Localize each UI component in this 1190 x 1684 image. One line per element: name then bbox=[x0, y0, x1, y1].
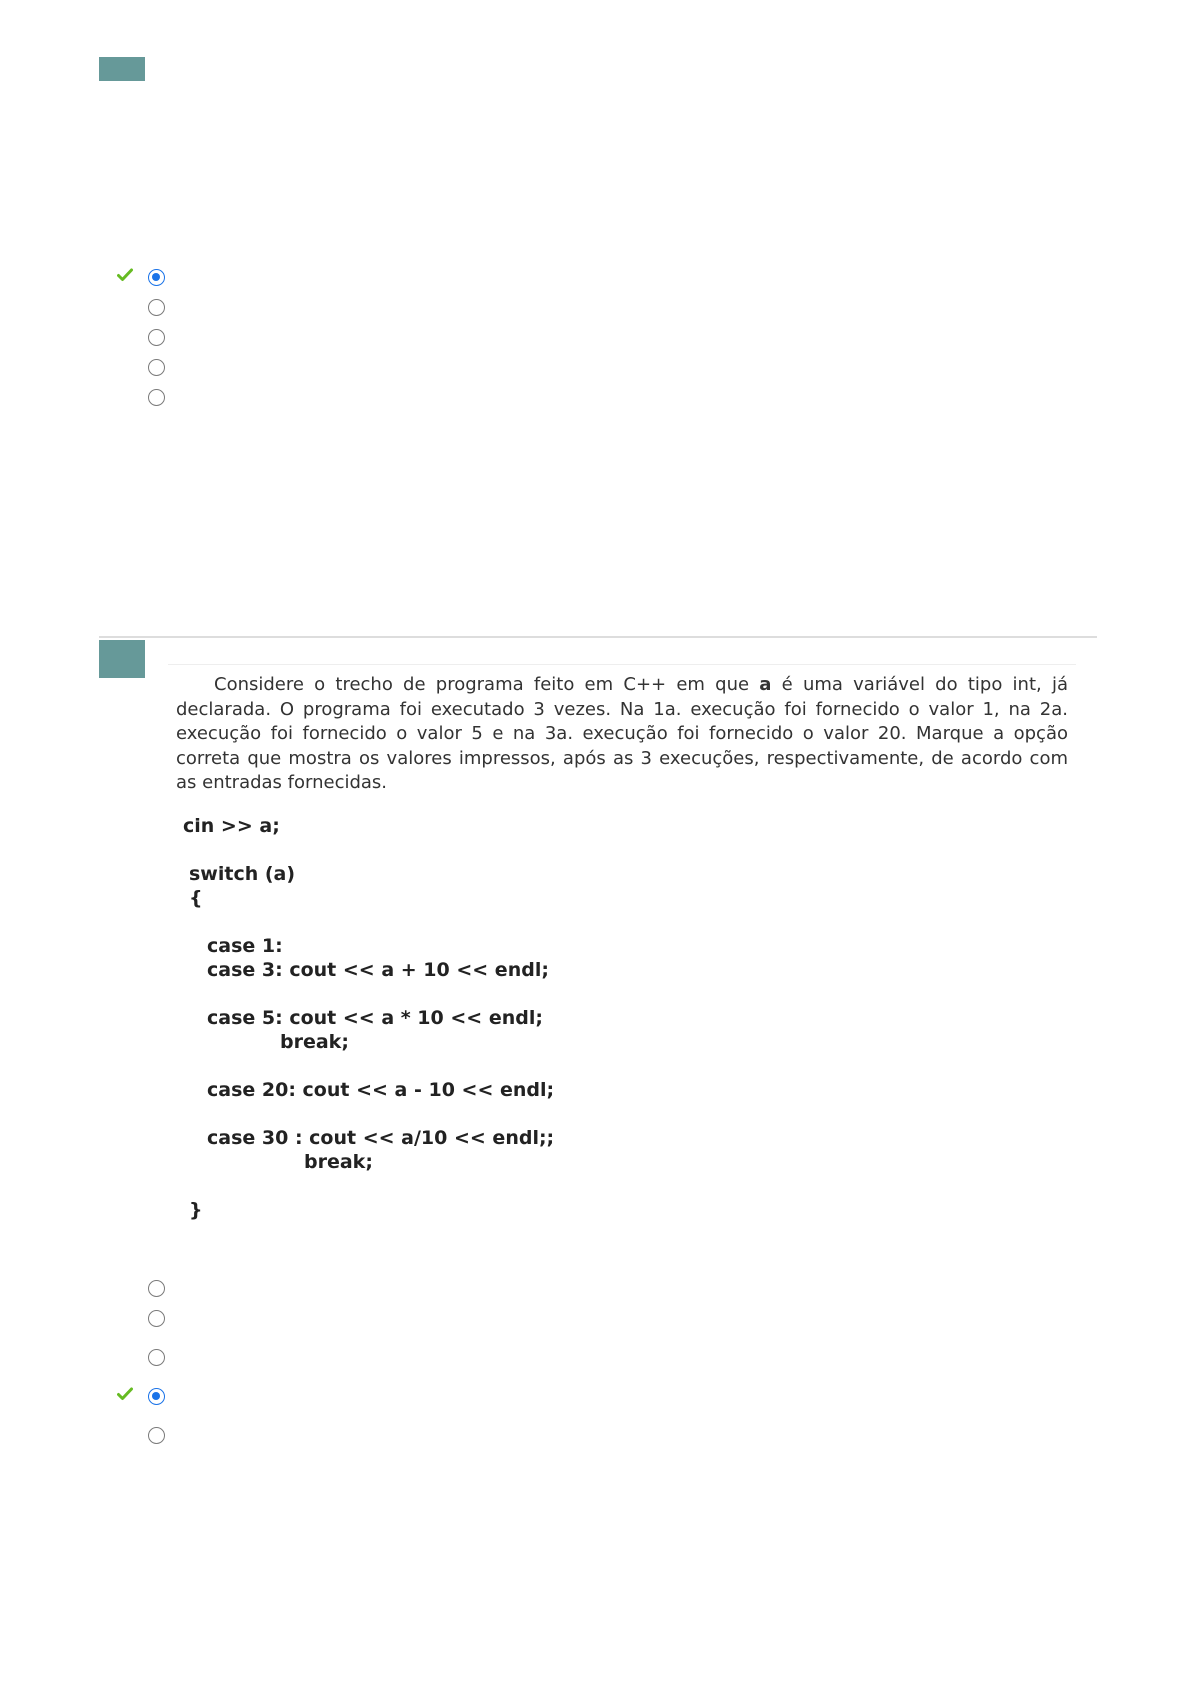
code-line-6: case 5: cout << a * 10 << endl; bbox=[207, 1007, 543, 1029]
prompt-text-part-1: Considere o trecho de programa feito em C++ em que bbox=[214, 674, 760, 695]
question-2-option-2-radio[interactable] bbox=[148, 1310, 165, 1327]
code-line-9: case 30 : cout << a/10 << endl;; bbox=[207, 1127, 555, 1149]
question-2-option-4-radio[interactable] bbox=[148, 1388, 165, 1405]
question-2-option-5-radio[interactable] bbox=[148, 1427, 165, 1444]
code-line-4: case 1: bbox=[207, 935, 283, 957]
question-1-option-2-radio[interactable] bbox=[148, 299, 165, 316]
code-line-11: } bbox=[189, 1199, 203, 1221]
question-2-option-3-radio[interactable] bbox=[148, 1349, 165, 1366]
question-2-number-marker bbox=[99, 640, 145, 678]
correct-answer-check-icon bbox=[117, 1387, 133, 1401]
question-2-option-1-radio[interactable] bbox=[148, 1280, 165, 1297]
question-2-top-border bbox=[168, 664, 1076, 665]
code-line-3: { bbox=[189, 887, 203, 909]
question-divider bbox=[99, 636, 1097, 638]
code-line-8: case 20: cout << a - 10 << endl; bbox=[207, 1079, 555, 1101]
code-line-10: break; bbox=[304, 1151, 373, 1173]
prompt-variable-name: a bbox=[759, 674, 772, 695]
question-1-option-1-radio[interactable] bbox=[148, 269, 165, 286]
code-line-7: break; bbox=[280, 1031, 349, 1053]
prompt-text-part-2: é uma variável do tipo int, já declarada. O programa foi executado 3 vezes. Na 1a. execução foi fornecido o valor 1, na 2a. execução foi fornecido o valor 5 e na 3a. execução foi fornecido o valor 20. Marque a opção correta que mostra os valores impressos, após as 3 execuções, respectivamente, de acordo com as entradas fornecidas. bbox=[176, 674, 1068, 793]
question-2-prompt bbox=[176, 673, 1068, 796]
question-1-option-3-radio[interactable] bbox=[148, 329, 165, 346]
question-1-option-4-radio[interactable] bbox=[148, 359, 165, 376]
code-line-1: cin >> a; bbox=[183, 815, 280, 837]
question-1-number-marker bbox=[99, 57, 145, 81]
code-line-2: switch (a) bbox=[189, 863, 296, 885]
question-1-option-5-radio[interactable] bbox=[148, 389, 165, 406]
code-line-5: case 3: cout << a + 10 << endl; bbox=[207, 959, 549, 981]
correct-answer-check-icon bbox=[117, 268, 133, 282]
